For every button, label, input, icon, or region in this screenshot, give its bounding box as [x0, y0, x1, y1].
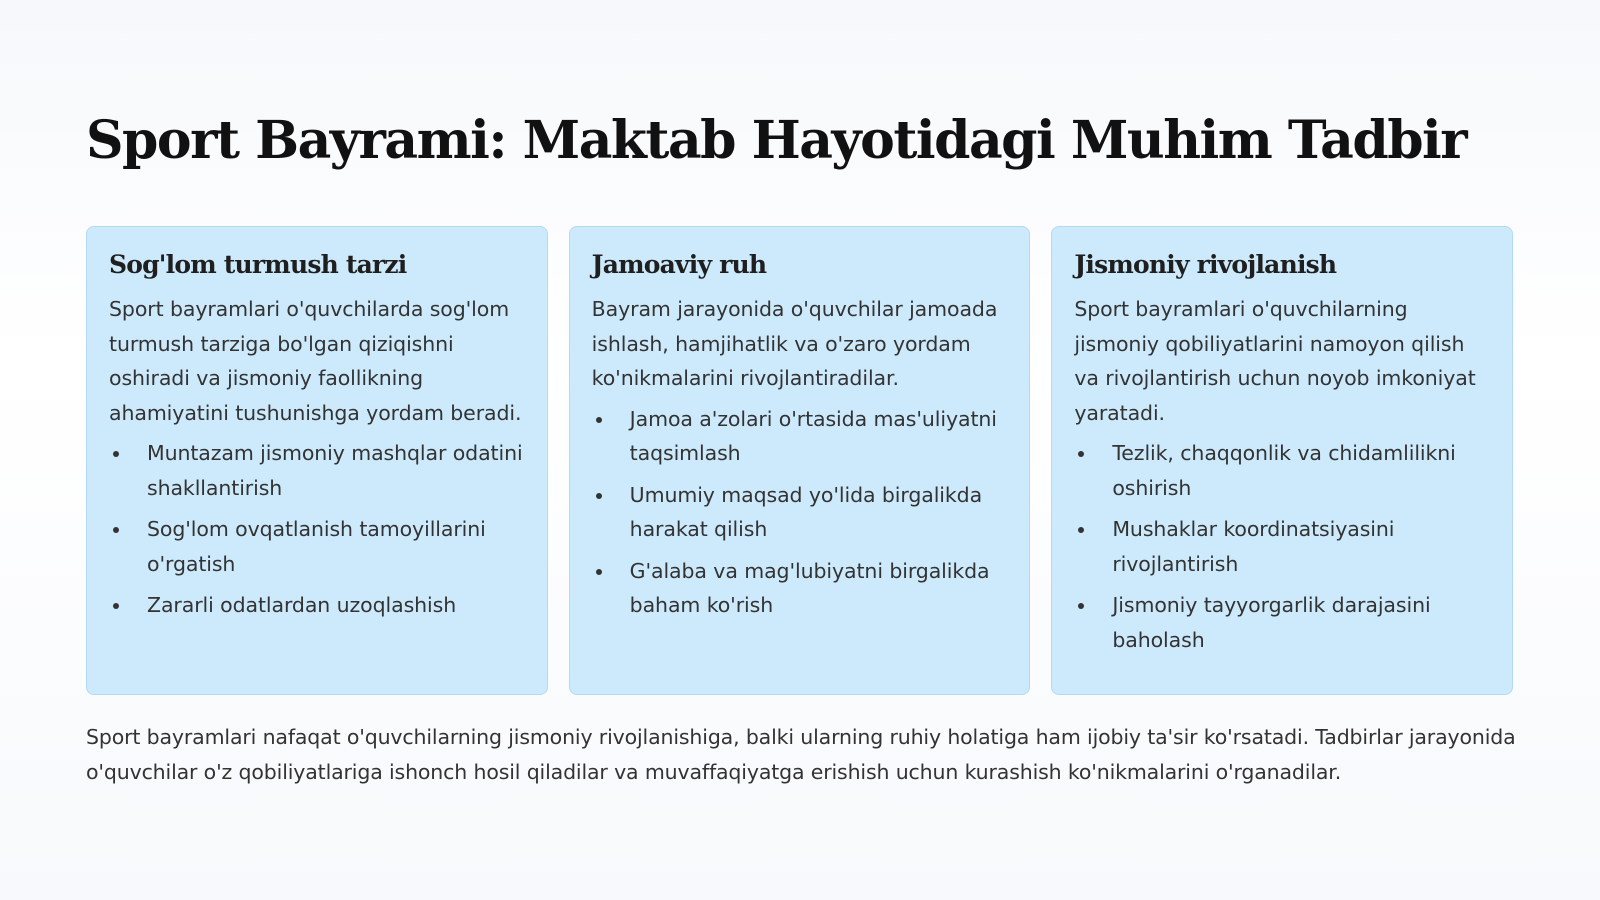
page-title: Sport Bayrami: Maktab Hayotidagi Muhim Tadbir	[86, 110, 1467, 171]
list-item-text: Zararli odatlardan uzoqlashish	[147, 593, 457, 618]
list-item-text: Tezlik, chaqqonlik va chidamlilikni oshirish	[1112, 441, 1456, 500]
card-title: Jamoaviy ruh	[591, 250, 767, 279]
list-item	[592, 402, 1008, 471]
card-description: Sport bayramlari o'quvchilarning jismoniy qobiliyatlarini namoyon qilish va rivojlantirish uchun noyob imkoniyat yaratadi.	[1074, 297, 1476, 425]
list-item-text: Mushaklar koordinatsiyasini rivojlantirish	[1112, 517, 1395, 576]
list-item	[1074, 436, 1490, 505]
bullet-icon	[1078, 527, 1084, 533]
list-item	[592, 478, 1008, 547]
list-item-text: Sog'lom ovqatlanish tamoyillarini o'rgatish	[147, 517, 486, 576]
list-item-text: Jismoniy tayyorgarlik darajasini baholash	[1112, 593, 1431, 652]
card-description: Sport bayramlari o'quvchilarda sog'lom turmush tarziga bo'lgan qiziqishni oshiradi va jismoniy faollikning ahamiyatini tushunishga yordam beradi.	[109, 297, 522, 425]
cards-row	[86, 226, 1513, 695]
list-item	[109, 588, 525, 623]
list-item	[109, 436, 525, 505]
card-title: Jismoniy rivojlanish	[1074, 250, 1337, 279]
footer-paragraph: Sport bayramlari nafaqat o'quvchilarning jismoniy rivojlanishiga, balki ularning ruhiy holatiga ham ijobiy ta'sir ko'rsatadi. Tadbirlar jarayonida o'quvchilar o'z qobiliyatlariga ishonch hosil qiladilar va muvaffaqiyatga erishish uchun kurashish ko'nikmalarini o'rganadilar.	[86, 725, 1516, 784]
card-healthy-lifestyle	[86, 226, 548, 695]
bullet-icon	[1078, 451, 1084, 457]
list-item-text: G'alaba va mag'lubiyatni birgalikda baham ko'rish	[629, 558, 990, 618]
list-item-text: Umumiy maqsad yo'lida birgalikda harakat qilish	[629, 482, 983, 542]
bullet-icon	[596, 493, 602, 499]
card-description: Bayram jarayonida o'quvchilar jamoada ishlash, hamjihatlik va o'zaro yordam ko'nikmalarini rivojlantiradilar.	[591, 297, 998, 391]
bullet-icon	[596, 569, 602, 575]
card-bullet-list	[592, 402, 1008, 623]
list-item	[592, 554, 1008, 623]
card-team-spirit	[569, 226, 1031, 695]
list-item	[1074, 588, 1490, 657]
card-physical-development	[1051, 226, 1513, 695]
card-bullet-list	[1074, 436, 1490, 657]
list-item-text: Jamoa a'zolari o'rtasida mas'uliyatni taqsimlash	[629, 406, 997, 466]
list-item	[109, 512, 525, 581]
bullet-icon	[113, 451, 119, 457]
bullet-icon	[113, 527, 119, 533]
list-item-text: Muntazam jismoniy mashqlar odatini shakllantirish	[147, 441, 523, 500]
bullet-icon	[1078, 603, 1084, 609]
bullet-icon	[113, 603, 119, 609]
bullet-icon	[596, 417, 602, 423]
list-item	[1074, 512, 1490, 581]
card-bullet-list	[109, 436, 525, 623]
card-title: Sog'lom turmush tarzi	[109, 250, 407, 279]
